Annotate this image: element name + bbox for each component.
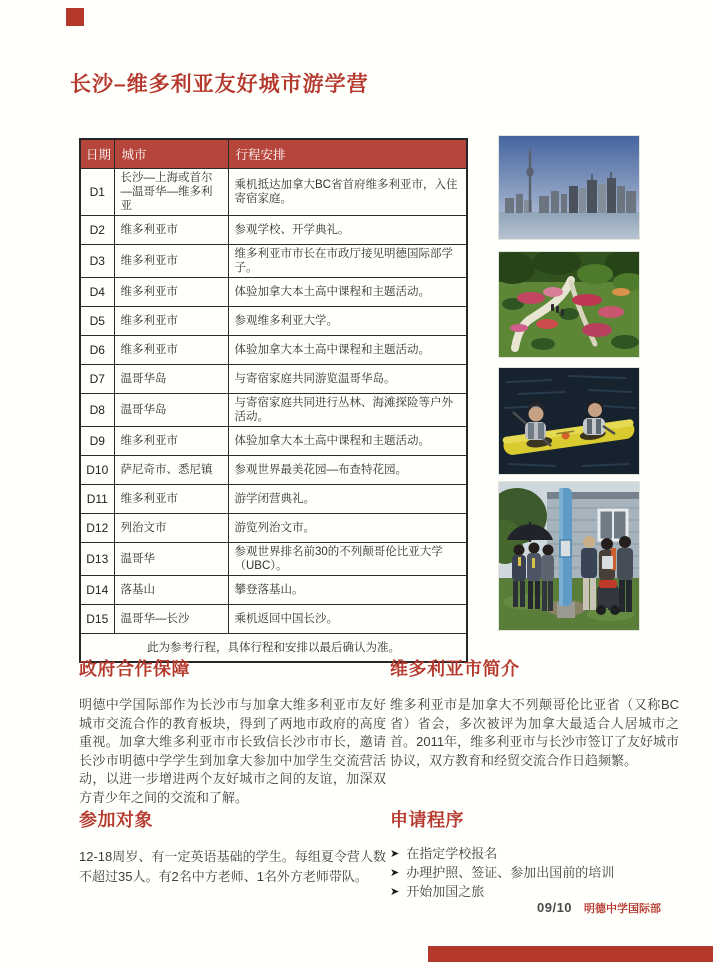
day-cell: D2: [80, 215, 114, 244]
city-cell: 维多利亚市: [114, 244, 228, 277]
plan-cell: 游学闭营典礼。: [228, 484, 467, 513]
city-cell: 萨尼奇市、悉尼镇: [114, 455, 228, 484]
table-row: [80, 335, 467, 364]
plan-cell: 参观学校、开学典礼。: [228, 215, 467, 244]
table-row: [80, 244, 467, 277]
plan-cell: 与寄宿家庭共同进行丛林、海滩探险等户外活动。: [228, 393, 467, 426]
section-body-victoria: 维多利亚市是加拿大不列颠哥伦比亚省（又称BC省）省会，多次被评为加拿大最适合人居城市之首。2011年，维多利亚市与长沙市签订了友好城市协议，双方教育和经贸交流合作日趋频繁。: [390, 697, 679, 768]
table-row: [80, 168, 467, 215]
application-step-label: 在指定学校报名: [406, 846, 498, 861]
table-row: [80, 215, 467, 244]
arrow-bullet-icon: ➤: [390, 848, 400, 860]
application-step-label: 开始加国之旅: [406, 884, 485, 899]
section-victoria-intro: [390, 655, 679, 770]
section-body-participants: 12-18周岁、有一定英语基础的学生。每组夏令营人数不超过35人。有2名中方老师、1名外方老师带队。: [79, 849, 386, 884]
itinerary-table-wrap: [79, 138, 466, 663]
city-cell: 温哥华岛: [114, 364, 228, 393]
plan-cell: 参观维多利亚大学。: [228, 306, 467, 335]
plan-cell: 游览列治文市。: [228, 513, 467, 542]
section-application: [390, 806, 679, 904]
section-body-government: 明德中学国际部作为长沙市与加拿大维多利亚市友好城市交流合作的教育板块，得到了两地市政府的高度重视。加拿大维多利亚市市长致信长沙市市长，邀请长沙市明德中学学生到加拿大参加中加学生交流营活动，以进一步增进两个友好城市之间的友谊，加深双方青少年之间的交流和了解。: [79, 697, 386, 805]
bottom-accent-bar: [428, 946, 713, 962]
day-cell: D12: [80, 513, 114, 542]
arrow-bullet-icon: ➤: [390, 867, 400, 879]
section-heading-application: 申请程序: [390, 810, 464, 830]
plan-cell: 乘机抵达加拿大BC省首府维多利亚市，入住寄宿家庭。: [228, 168, 467, 215]
plan-cell: 体验加拿大本土高中课程和主题活动。: [228, 277, 467, 306]
day-cell: D11: [80, 484, 114, 513]
plan-cell: 攀登落基山。: [228, 575, 467, 604]
city-cell: 温哥华岛: [114, 393, 228, 426]
photo-column: [499, 136, 639, 630]
arrow-bullet-icon: ➤: [390, 886, 400, 898]
table-row: [80, 455, 467, 484]
table-row: [80, 575, 467, 604]
garden-photo: [499, 252, 639, 357]
table-row: [80, 604, 467, 633]
day-cell: D7: [80, 364, 114, 393]
plan-cell: 与寄宿家庭共同游览温哥华岛。: [228, 364, 467, 393]
day-cell: D14: [80, 575, 114, 604]
group-photo: [499, 482, 639, 630]
city-cell: 维多利亚市: [114, 306, 228, 335]
day-cell: D15: [80, 604, 114, 633]
table-header-row: [80, 139, 467, 168]
day-cell: D4: [80, 277, 114, 306]
logo-mark: [66, 8, 84, 26]
application-step: [390, 885, 679, 899]
city-cell: 维多利亚市: [114, 277, 228, 306]
plan-cell: 参观世界最美花园—布查特花园。: [228, 455, 467, 484]
col-header-date: 日期: [80, 139, 114, 168]
section-participants: [79, 806, 386, 887]
page-number: 09/10: [537, 900, 573, 915]
day-cell: D3: [80, 244, 114, 277]
application-step: [390, 866, 679, 880]
application-step: [390, 847, 679, 861]
day-cell: D9: [80, 426, 114, 455]
plan-cell: 体验加拿大本土高中课程和主题活动。: [228, 426, 467, 455]
table-note: 此为参考行程，具体行程和安排以最后确认为准。: [80, 633, 467, 662]
application-step-label: 办理护照、签证、参加出国前的培训: [406, 865, 615, 880]
plan-cell: 维多利亚市市长在市政厅接见明德国际部学子。: [228, 244, 467, 277]
city-cell: 维多利亚市: [114, 426, 228, 455]
itinerary-table: [79, 138, 468, 663]
city-cell: 温哥华—长沙: [114, 604, 228, 633]
plan-cell: 参观世界排名前30的不列颠哥伦比亚大学（UBC）。: [228, 542, 467, 575]
day-cell: D13: [80, 542, 114, 575]
department-name: 明德中学国际部: [584, 903, 662, 915]
table-row: [80, 513, 467, 542]
plan-cell: 乘机返回中国长沙。: [228, 604, 467, 633]
city-cell: 落基山: [114, 575, 228, 604]
table-row: [80, 364, 467, 393]
page-title: 长沙–维多利亚友好城市游学营: [70, 73, 369, 96]
day-cell: D8: [80, 393, 114, 426]
city-cell: 维多利亚市: [114, 215, 228, 244]
day-cell: D1: [80, 168, 114, 215]
city-skyline-photo: [499, 136, 639, 239]
col-header-city: 城市: [114, 139, 228, 168]
kayaking-photo: [499, 368, 639, 474]
table-row: [80, 277, 467, 306]
table-row: [80, 484, 467, 513]
page-footer: [537, 900, 661, 916]
city-cell: 列治文市: [114, 513, 228, 542]
day-cell: D6: [80, 335, 114, 364]
table-row: [80, 426, 467, 455]
city-cell: 长沙—上海或首尔—温哥华—维多利亚: [114, 168, 228, 215]
city-cell: 温哥华: [114, 542, 228, 575]
section-heading-participants: 参加对象: [79, 810, 153, 830]
city-cell: 维多利亚市: [114, 484, 228, 513]
table-row: [80, 306, 467, 335]
city-cell: 维多利亚市: [114, 335, 228, 364]
table-row: [80, 393, 467, 426]
section-heading-victoria: 维多利亚市简介: [390, 659, 520, 679]
day-cell: D10: [80, 455, 114, 484]
plan-cell: 体验加拿大本土高中课程和主题活动。: [228, 335, 467, 364]
section-government: [79, 655, 386, 807]
table-row: [80, 542, 467, 575]
col-header-plan: 行程安排: [228, 139, 467, 168]
section-heading-government: 政府合作保障: [79, 659, 190, 679]
day-cell: D5: [80, 306, 114, 335]
